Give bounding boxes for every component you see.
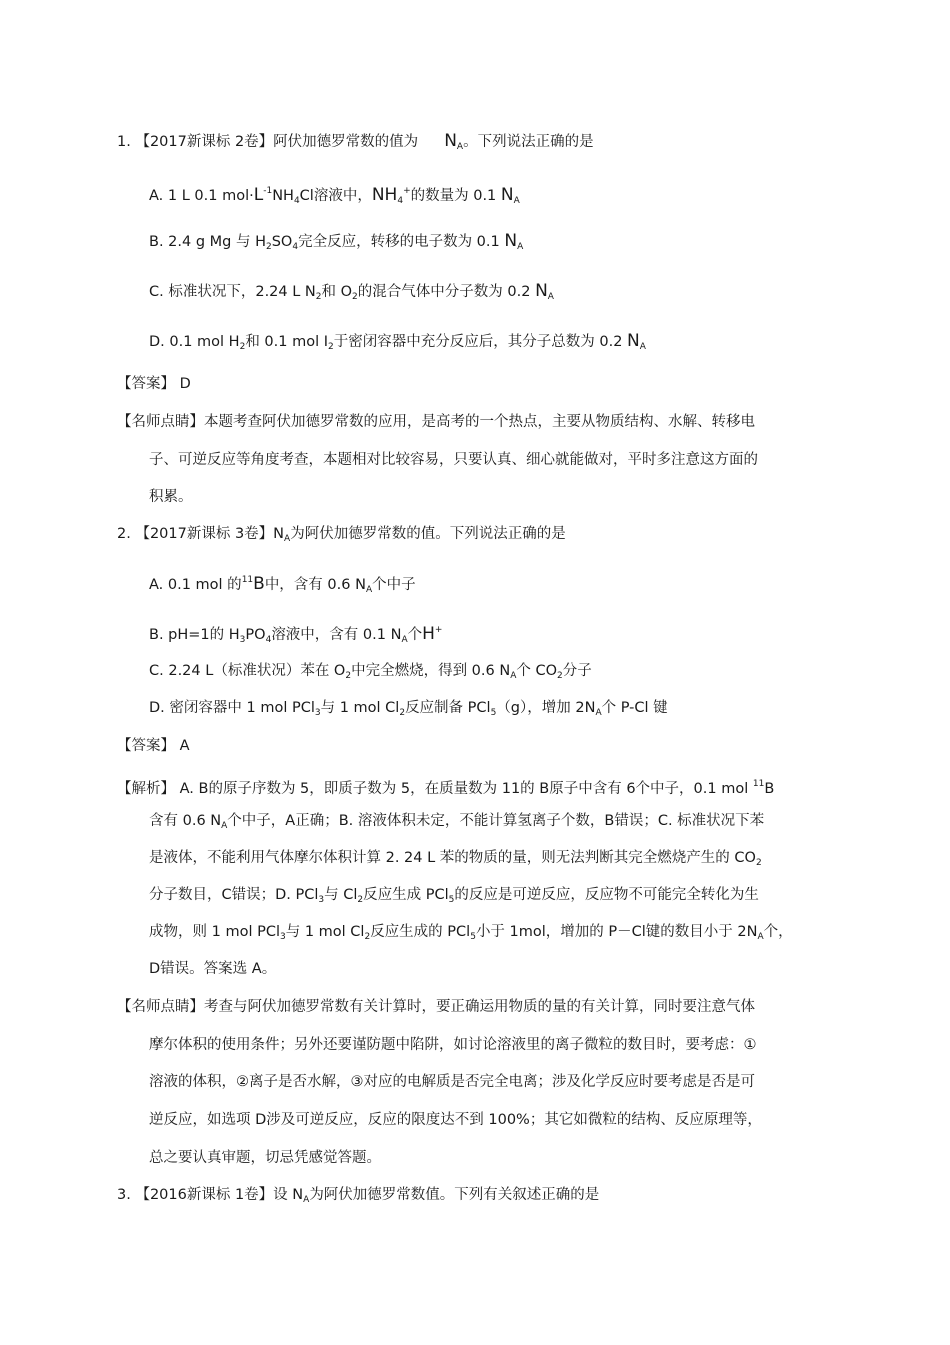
q2-analysis-line-2: 含有 0.6 $N_A$个中子，A正确；B. 溶液体积未定，不能计算氢离子个数，B错误；C. 标准状况下苯 bbox=[149, 813, 765, 831]
q1-comment-line-2: 子、可逆反应等角度考查，本题相对比较容易，只要认真、细心就能做对，平时多注意这方面的 bbox=[149, 452, 758, 468]
q1-comment-line-3: 积累。 bbox=[149, 489, 193, 505]
q2-analysis-line-5: 成物，则 1 mol PCl$_3$与 1 mol $Cl_2$反应生成的 PCl$_5$小于 1mol，增加的 P－Cl键的数目小于 $2N_A$个， bbox=[149, 924, 793, 942]
q2-comment-line-4: 逆反应，如选项 D涉及可逆反应，反应的限度达不到 100%；其它如微粒的结构、反应原理等， bbox=[149, 1112, 762, 1128]
q2-comment-line-2: 摩尔体积的使用条件；另外还要谨防题中陷阱，如讨论溶液里的离子微粒的数目时，要考虑：① bbox=[149, 1037, 757, 1053]
q2-analysis-line-3: 是液体，不能利用气体摩尔体积计算 2. 24 L 苯的物质的量，则无法判断其完全燃烧产生的 $CO_2$ bbox=[149, 850, 762, 868]
q2-analysis-line-6: D错误。答案选 A。 bbox=[149, 961, 277, 977]
q3-stem: 3. 【2016新课标 1卷】设 $N_A$为阿伏加德罗常数值。下列有关叙述正确的是 bbox=[117, 1187, 600, 1205]
q1-comment-line-1: 【名师点睛】本题考查阿伏加德罗常数的应用，是高考的一个热点，主要从物质结构、水解、转移电 bbox=[117, 414, 755, 430]
q2-option-d: D. 密闭容器中 1 mol PCl$_3$与 1 mol $Cl_2$反应制备 PCl$_5$（g），增加 $2N_A$个 P-Cl 键 bbox=[149, 700, 668, 718]
q2-comment-line-1: 【名师点睛】考查与阿伏加德罗常数有关计算时，要正确运用物质的量的有关计算，同时要注意气体 bbox=[117, 999, 755, 1015]
q2-stem: 2. 【2017新课标 3卷】$N_A$为阿伏加德罗常数的值。下列说法正确的是 bbox=[117, 526, 566, 544]
q2-comment-line-3: 溶液的体积，②离子是否水解，③对应的电解质是否完全电离；涉及化学反应时要考虑是否是可 bbox=[149, 1074, 755, 1090]
q2-analysis-line-1: 【解析】 A. B的原子序数为 5，即质子数为 5，在质量数为 11的 B原子中含有 6个中子，0.1 mol $^{11}$B bbox=[117, 779, 775, 797]
q2-option-a: A. 0.1 mol 的$^{11}$B中，含有 0.6 $N_A$个中子 bbox=[149, 574, 416, 595]
q2-comment-line-5: 总之要认真审题，切忌凭感觉答题。 bbox=[149, 1150, 381, 1166]
q1-answer: 【答案】 D bbox=[117, 376, 191, 392]
q2-option-c: C. 2.24 L（标准状况）苯在 $O_2$中完全燃烧，得到 0.6 $N_A$个 $CO_2$分子 bbox=[149, 663, 592, 681]
q2-analysis-line-4: 分子数目，C错误；D. PCl$_3$与 $Cl_2$反应生成 PCl$_5$的反应是可逆反应，反应物不可能完全转化为生 bbox=[149, 887, 759, 905]
q1-option-a: A. 1 L 0.1 $mol\cdot L^{-1}NH_4Cl$溶液中，$NH_4^+$的数量为 0.1 $N_A$ bbox=[149, 185, 520, 206]
q1-stem: 1. 【2017新课标 2卷】阿伏加德罗常数的值为 $N_A$。下列说法正确的是 bbox=[117, 131, 594, 152]
q2-answer: 【答案】 A bbox=[117, 738, 190, 754]
q1-option-d: D. 0.1 mol $H_2$和 0.1 mol $I_2$于密闭容器中充分反应后，其分子总数为 0.2 $N_A$ bbox=[149, 331, 646, 352]
q1-option-b: B. 2.4 g Mg 与 $H_2SO_4$完全反应，转移的电子数为 0.1 $N_A$ bbox=[149, 231, 524, 252]
q1-option-c: C. 标准状况下，2.24 L $N_2$和 $O_2$的混合气体中分子数为 0.2 $N_A$ bbox=[149, 281, 554, 302]
q2-option-b: B. pH=1的 $H_3PO_4$溶液中，含有 0.1 $N_A$个H+ bbox=[149, 624, 443, 645]
